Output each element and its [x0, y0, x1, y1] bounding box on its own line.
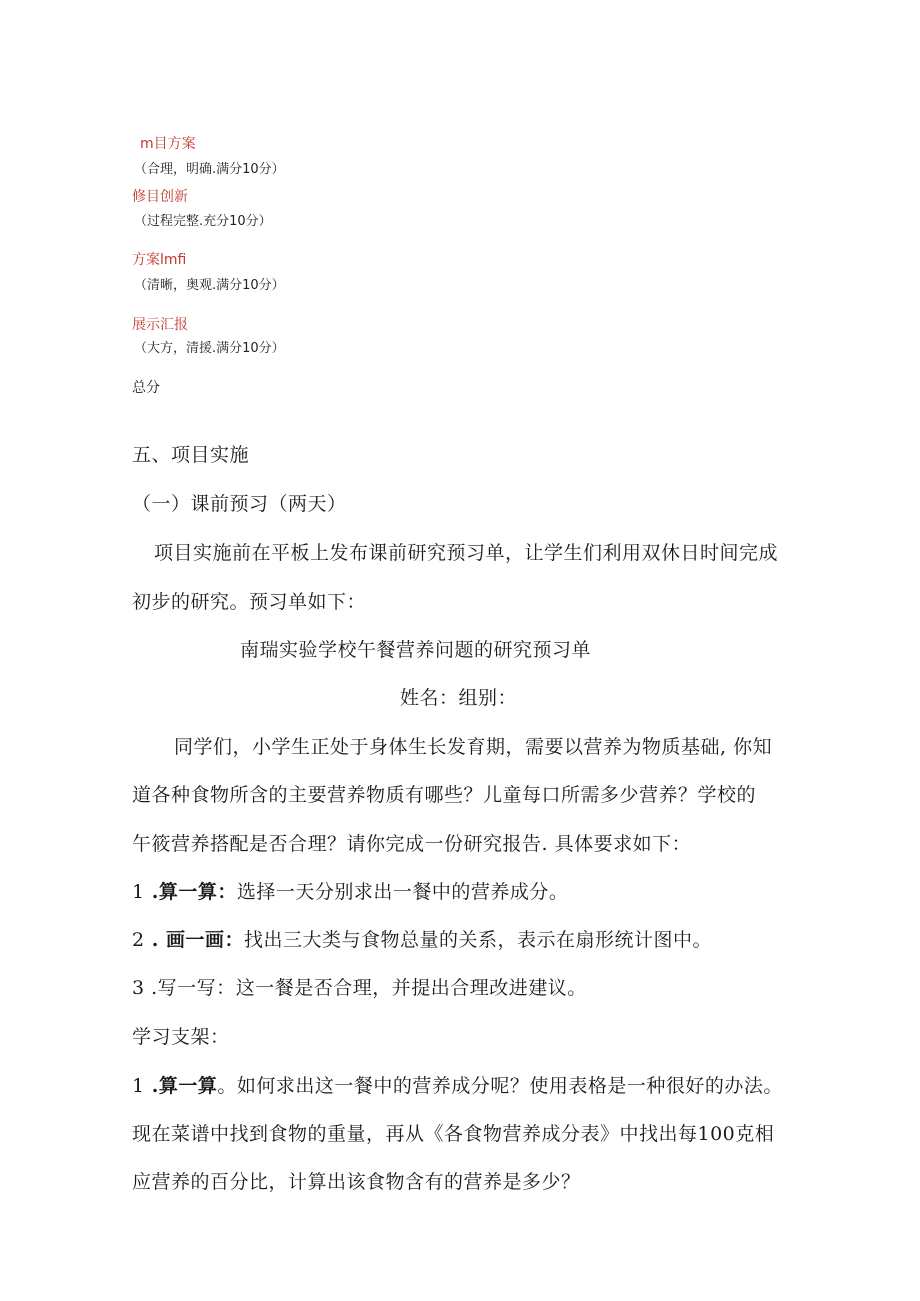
worksheet-paragraph-line-3: 午筱营养搭配是否合理？请你完成一份研究报告. 具体要求如下： — [132, 833, 692, 855]
criterion-title-4: 展示汇报 — [132, 317, 188, 333]
scaffold-label: .算一算 — [144, 1075, 218, 1097]
criterion-desc-4: （大方，清援.满分10分） — [134, 341, 285, 356]
task-text: 找出三大类与食物总量的关系，表示在扇形统计图中。 — [243, 929, 712, 951]
criterion-desc-2: （过程完整.充分10分） — [134, 214, 272, 229]
criterion-title-2: 修目创新 — [132, 189, 188, 205]
criterion-title-3: 方案lmfi — [132, 252, 187, 268]
task-label: . 画一画： — [144, 929, 244, 951]
task-text: 选择一天分别求出一餐中的营养成分。 — [236, 881, 569, 903]
task-label: .写一写： — [144, 977, 236, 999]
scaffold-text: 。如何求出这一餐中的营养成分呢？使用表格是一种很好的办法。 — [217, 1075, 783, 1097]
criterion-title-1: m目方案 — [140, 136, 196, 152]
subsection-heading: （一）课前预习（两天） — [132, 493, 347, 515]
scaffold-heading: 学习支架： — [132, 1026, 230, 1048]
intro-line-2: 初步的研究。预习单如下： — [132, 591, 367, 613]
task-item-3 — [132, 973, 587, 1000]
scaffold-line-1 — [132, 1071, 783, 1098]
intro-line-1: 项目实施前在平板上发布课前研究预习单，让学生们利用双休日时间完成 — [154, 542, 779, 564]
scaffold-line-2: 现在菜谱中找到食物的重量，再从《各食物营养成分表》中找出每100克相 — [132, 1123, 775, 1145]
task-label: .算一算： — [144, 881, 237, 903]
task-number: 3 — [132, 977, 145, 999]
scaffold-line-3: 应营养的百分比，计算出该食物含有的营养是多少？ — [132, 1171, 581, 1193]
section-heading: 五、项目实施 — [132, 444, 250, 466]
scaffold-number: 1 — [132, 1075, 145, 1097]
name-group-line: 姓名：组别： — [400, 687, 518, 709]
task-item-2 — [132, 925, 712, 952]
task-item-1 — [132, 877, 568, 904]
task-text: 这一餐是否合理，并提出合理改进建议。 — [235, 977, 587, 999]
criterion-desc-3: （清晰，奥观.满分10分） — [134, 278, 285, 293]
total-label: 总分 — [132, 380, 160, 396]
worksheet-paragraph-line-2: 道各种食物所含的主要营养物质有哪些？儿童每口所需多少营养？学校的 — [132, 784, 757, 806]
task-number: 1 — [132, 881, 145, 903]
worksheet-paragraph-line-1: 同学们，小学生正处于身体生长发育期，需要以营养为物质基础, 你知 — [174, 736, 773, 758]
criterion-desc-1: （合理，明确.满分10分） — [134, 162, 285, 177]
worksheet-title: 南瑞实验学校午餐营养问题的研究预习单 — [240, 639, 592, 661]
task-number: 2 — [132, 929, 145, 951]
